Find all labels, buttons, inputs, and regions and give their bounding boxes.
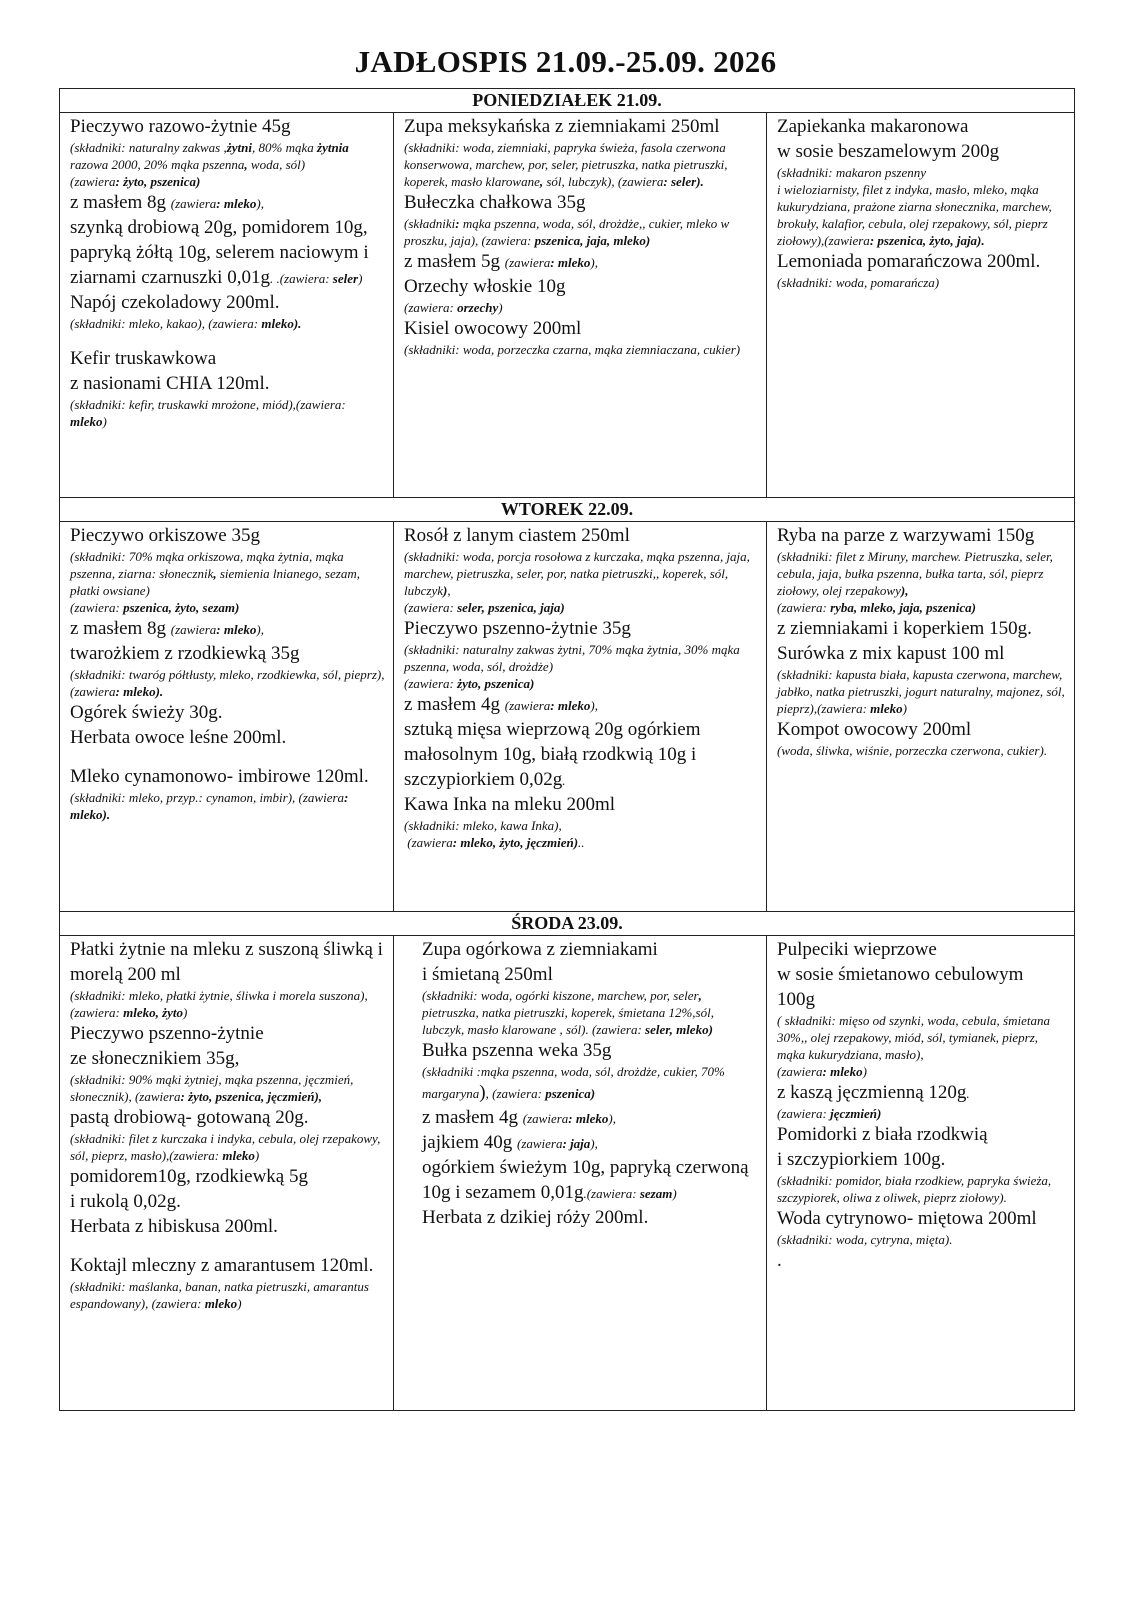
meal-items [60,113,393,430]
ingredients-note: (składniki: woda, pomarańcza) [777,275,940,290]
meal-items [60,936,393,1312]
ingredients-note: (składniki: woda, porcja rosołowa z kurczaka, mąka pszenna, jaja, marchew, pietruszka, seler, por, natka pietruszki,, koperek, sól, lubczyk), [404,549,750,598]
ingredients-note: (woda, śliwka, wiśnie, porzeczka czerwona, cukier). [777,743,1048,758]
ingredients-note: (składniki: mleko, płatki żytnie, śliwka i morela suszona),(zawiera: mleko, żyto) [70,988,368,1020]
ingredients-note: (składniki: naturalny zakwas żytni, 70% mąka żytnia, 30% mąka pszenna, woda, sól, drożdże) [404,642,740,674]
day-menu-row [60,113,1075,498]
ingredients-note: (zawiera: żyto, pszenica) [70,174,201,189]
dish-line: jajkiem 40g (zawiera: jaja), [422,1132,598,1153]
page-title: JADŁOSPIS 21.09.-25.09. 2026 [354,44,777,79]
ingredients-note: (składniki: mleko, kakao), (zawiera: mleko). [70,316,302,331]
ingredients-note: (składniki: woda, ogórki kiszone, marchew, por, seler, pietruszka, natka pietruszki, koperek, śmietana 12%,sól, lubczyk, masło klarowane , sól). (zawiera: seler, mleko) [422,988,714,1037]
meal-items [767,113,1074,291]
day-menu-row [60,936,1075,1411]
dish-line: Mleko cynamonowo- imbirowe 120ml. [70,766,369,787]
ingredients-note: (składniki: naturalny zakwas ,żytni, 80% mąka żytnia razowa 2000, 20% mąka pszenna, woda, sól) [70,140,349,172]
lunch-cell [394,113,767,498]
dish-line: Woda cytrynowo- miętowa 200ml [777,1208,1037,1229]
ingredients-note: (zawiera: pszenica, żyto, sezam) [70,600,240,615]
dinner-cell [767,113,1075,498]
dish-line: Herbata z hibiskusa 200ml. [70,1216,278,1237]
ingredients-note: ( składniki: mięso od szynki, woda, cebula, śmietana 30%,, olej rzepakowy, miód, sól, tymianek, pieprz, mąka kukurydziana, masło), [777,1013,1050,1062]
dish-line: z masłem 8g (zawiera: mleko), [70,618,264,639]
dish-line: Bułka pszenna weka 35g [422,1040,612,1061]
dish-line: Pieczywo pszenno-żytnie 35g [404,618,631,639]
meal-items [767,522,1074,759]
day-header-row [60,498,1075,522]
dish-line: Kompot owocowy 200ml [777,719,972,740]
meal-items [394,522,766,851]
dish-line: Kisiel owocowy 200ml [404,318,582,339]
dish-line: Kawa Inka na mleku 200ml [404,794,616,815]
dish-line: pastą drobiową- gotowaną 20g. [70,1107,309,1128]
ingredients-note: (składniki: pomidor, biała rzodkiew, papryka świeża, szczypiorek, oliwa z oliwek, pieprz ziołowy). [777,1173,1052,1205]
dish-line: Surówka z mix kapust 100 ml [777,643,1005,664]
ingredients-note: (zawiera: mleko, żyto, jęczmień).. [404,835,585,850]
dish-line: Herbata owoce leśne 200ml. [70,727,287,748]
dish-line: Lemoniada pomarańczowa 200ml. [777,251,1041,272]
ingredients-note: (składniki: woda, ziemniaki, papryka świeża, fasola czerwona konserwowa, marchew, por, seler, pietruszka, natka pietruszki, koperek, masło klarowane, sól, lubczyk), (zawiera: seler). [404,140,728,189]
dish-line: Orzechy włoskie 10g [404,276,566,297]
meal-items [394,113,766,358]
dish-line: Zupa meksykańska z ziemniakami 250ml [404,116,720,137]
spacer [70,332,385,346]
ingredients-note: (składniki: twaróg półtłusty, mleko, rzodkiewka, sól, pieprz), (zawiera: mleko). [70,667,385,699]
dish-line: z masłem 4g (zawiera: mleko), [404,694,598,715]
ingredients-note: (zawiera: jęczmień) [777,1106,882,1121]
ingredients-note: (składniki: makaron pszenny i wieloziarnisty, filet z indyka, masło, mleko, mąka kukurydziana, prażone ziarna słonecznika, marchew, brokuły, kalafior, cebula, olej rzepakowy, sól, pieprz ziołowy),(zawiera: pszenica, żyto, jaja). [777,165,1052,248]
ingredients-note: (składniki: mleko, kawa Inka), [404,818,562,833]
dish-line: Koktajl mleczny z amarantusem 120ml. [70,1255,374,1276]
menu-table [59,88,1075,1411]
dish-line: ogórkiem świeżym 10g, papryką czerwoną 10g i sezamem 0,01g.(zawiera: sezam) [422,1157,749,1203]
spacer [70,1239,385,1253]
day-header-monday: PONIEDZIAŁEK 21.09. [60,89,1075,113]
dish-line: Kefir truskawkowa z nasionami CHIA 120ml. [70,348,270,394]
dish-line: twarożkiem z rzodkiewką 35g [70,643,300,664]
ingredients-note: (zawiera: orzechy) [404,300,503,315]
ingredients-note: (składniki: mleko, przyp.: cynamon, imbir), (zawiera: mleko). [70,790,349,822]
ingredients-note: (składniki: 70% mąka orkiszowa, mąka żytnia, mąka pszenna, ziarna: słonecznik, siemienia lnianego, sezam, płatki owsiane) [70,549,360,598]
day-menu-row [60,522,1075,912]
dish-line: z ziemniakami i koperkiem 150g. [777,618,1032,639]
ingredients-note: (składniki: filet z Miruny, marchew. Pietruszka, seler, cebula, jaja, bułka pszenna, bułka tarta, sól, pieprz ziołowy, olej rzepakowy), [777,549,1053,598]
day-header-row [60,89,1075,113]
lunch-cell [394,936,767,1411]
breakfast-cell [60,113,394,498]
dish-line: Pieczywo razowo-żytnie 45g [70,116,291,137]
dish-line: Rosół z lanym ciastem 250ml [404,525,630,546]
ingredients-note: (składniki: mąka pszenna, woda, sól, drożdże,, cukier, mleko w proszku, jaja), (zawiera: pszenica, jaja, mleko) [404,216,730,248]
dish-line: Pieczywo pszenno-żytnie ze słonecznikiem 35g, [70,1023,264,1069]
dish-line: z masłem 5g (zawiera: mleko), [404,251,598,272]
dish-line: pomidorem10g, rzodkiewką 5g i rukolą 0,02g. [70,1166,308,1212]
ingredients-note: (składniki: woda, porzeczka czarna, mąka ziemniaczana, cukier) [404,342,741,357]
dish-line: z masłem 4g (zawiera: mleko), [422,1107,616,1128]
meal-items [412,936,766,1230]
dish-line: Ogórek świeży 30g. [70,702,223,723]
ingredients-note: (zawiera: żyto, pszenica) [404,676,535,691]
dish-line: z masłem 8g (zawiera: mleko), [70,192,264,213]
ingredients-note: (składniki: maślanka, banan, natka pietruszki, amarantus espandowany), (zawiera: mleko) [70,1279,369,1311]
dish-line: Bułeczka chałkowa 35g [404,192,586,213]
dish-line: Zapiekanka makaronowa w sosie beszamelowym 200g [777,116,1000,162]
dish-line: sztuką mięsa wieprzową 20g ogórkiem małosolnym 10g, białą rzodkwią 10g i szczypiorkiem 0,02g. [404,719,701,790]
ingredients-note: (składniki: woda, cytryna, mięta). [777,1232,953,1247]
meal-items [767,936,1074,1273]
dish-line: Płatki żytnie na mleku z suszoną śliwką i morelą 200 ml [70,939,383,985]
ingredients-note: (zawiera: seler, pszenica, jaja) [404,600,565,615]
ingredients-note: (zawiera: mleko) [777,1064,867,1079]
ingredients-note: (składniki :mąka pszenna, woda, sól, drożdże, cukier, 70% margaryna), (zawiera: pszenica) [422,1064,725,1103]
dish-line: Napój czekoladowy 200ml. [70,292,280,313]
day-header-row [60,912,1075,936]
dish-line: Zupa ogórkowa z ziemniakami i śmietaną 250ml [422,939,658,985]
dish-line: Ryba na parze z warzywami 150g [777,525,1035,546]
dinner-cell [767,936,1075,1411]
ingredients-note: (składniki: filet z kurczaka i indyka, cebula, olej rzepakowy, sól, pieprz, masło),(zawiera: mleko) [70,1131,381,1163]
dish-line: Pomidorki z biała rzodkwią i szczypiorkiem 100g. [777,1124,988,1170]
ingredients-note: (zawiera: ryba, mleko, jaja, pszenica) [777,600,976,615]
ingredients-note: (składniki: 90% mąki żytniej, mąka pszenna, jęczmień, słonecznik), (zawiera: żyto, pszenica, jęczmień), [70,1072,354,1104]
lunch-cell [394,522,767,912]
dish-line: . [777,1250,782,1271]
ingredients-note: (składniki: kapusta biała, kapusta czerwona, marchew, jabłko, natka pietruszki, jogurt naturalny, majonez, sól, pieprz),(zawiera: mleko) [777,667,1065,716]
dish-line: szynką drobiową 20g, pomidorem 10g, papryką żółtą 10g, selerem naciowym i ziarnami czarnuszki 0,01g. .(zawiera: seler) [70,217,369,288]
ingredients-note: (składniki: kefir, truskawki mrożone, miód),(zawiera: mleko) [70,397,346,429]
breakfast-cell [60,936,394,1411]
dish-line: Pieczywo orkiszowe 35g [70,525,260,546]
meal-items [60,522,393,823]
spacer [70,750,385,764]
breakfast-cell [60,522,394,912]
dish-line: Herbata z dzikiej róży 200ml. [422,1207,649,1228]
day-header-wednesday: ŚRODA 23.09. [60,912,1075,936]
dinner-cell [767,522,1075,912]
dish-line: z kaszą jęczmienną 120g. [777,1082,970,1103]
day-header-tuesday: WTOREK 22.09. [60,498,1075,522]
dish-line: Pulpeciki wieprzowe w sosie śmietanowo cebulowym 100g [777,939,1024,1010]
